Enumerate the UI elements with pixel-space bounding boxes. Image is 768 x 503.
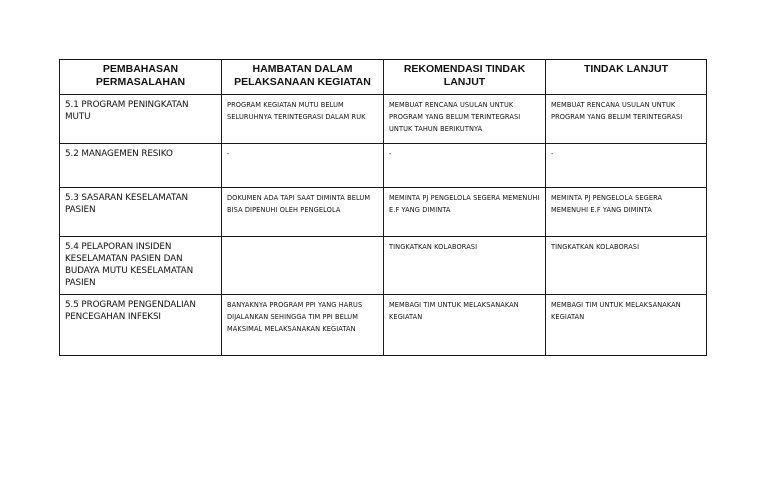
table-row [60,295,707,356]
hambatan-cell: - [222,144,384,188]
table-row [60,188,707,237]
table-row [60,95,707,144]
tindak-lanjut-cell: MEMINTA PJ PENGELOLA SEGERA MEMENUHI E.F YANG DIMINTA [546,188,707,237]
hambatan-cell: DOKUMEN ADA TAPI SAAT DIMINTA BELUM BISA DIPENUHI OLEH PENGELOLA [222,188,384,237]
tindak-lanjut-cell: MEMBUAT RENCANA USULAN UNTUK PROGRAM YANG BELUM TERINTEGRASI [546,95,707,144]
header-tindak-lanjut: TINDAK LANJUT [546,60,707,95]
tindak-lanjut-cell: TINGKATKAN KOLABORASI [546,237,707,295]
evaluation-table [59,59,707,356]
table-row [60,144,707,188]
topic-cell: 5.4 PELAPORAN INSIDEN KESELAMATAN PASIEN DAN BUDAYA MUTU KESELAMATAN PASIEN [60,237,222,295]
hambatan-cell: BANYAKNYA PROGRAM PPI YANG HARUS DIJALANKAN SEHINGGA TIM PPI BELUM MAKSIMAL MELAKSANAKAN KEGIATAN [222,295,384,356]
header-pembahasan: PEMBAHASAN PERMASALAHAN [60,60,222,95]
topic-cell: 5.2 MANAGEMEN RESIKO [60,144,222,188]
topic-cell: 5.3 SASARAN KESELAMATAN PASIEN [60,188,222,237]
hambatan-cell [222,237,384,295]
table-header-row [60,60,707,95]
topic-cell: 5.5 PROGRAM PENGENDALIAN PENCEGAHAN INFEKSI [60,295,222,356]
topic-cell: 5.1 PROGRAM PENINGKATAN MUTU [60,95,222,144]
tindak-lanjut-cell: MEMBAGI TIM UNTUK MELAKSANAKAN KEGIATAN [546,295,707,356]
rekomendasi-cell: MEMBAGI TIM UNTUK MELAKSANAKAN KEGIATAN [384,295,546,356]
table-row [60,237,707,295]
header-hambatan: HAMBATAN DALAM PELAKSANAAN KEGIATAN [222,60,384,95]
header-rekomendasi: REKOMENDASI TINDAK LANJUT [384,60,546,95]
rekomendasi-cell: MEMBUAT RENCANA USULAN UNTUK PROGRAM YANG BELUM TERINTEGRASI UNTUK TAHUN BERIKUTNYA [384,95,546,144]
hambatan-cell: PROGRAM KEGIATAN MUTU BELUM SELURUHNYA TERINTEGRASI DALAM RUK [222,95,384,144]
rekomendasi-cell: - [384,144,546,188]
rekomendasi-cell: MEMINTA PJ PENGELOLA SEGERA MEMENUHI E.F YANG DIMINTA [384,188,546,237]
rekomendasi-cell: TINGKATKAN KOLABORASI [384,237,546,295]
tindak-lanjut-cell: - [546,144,707,188]
